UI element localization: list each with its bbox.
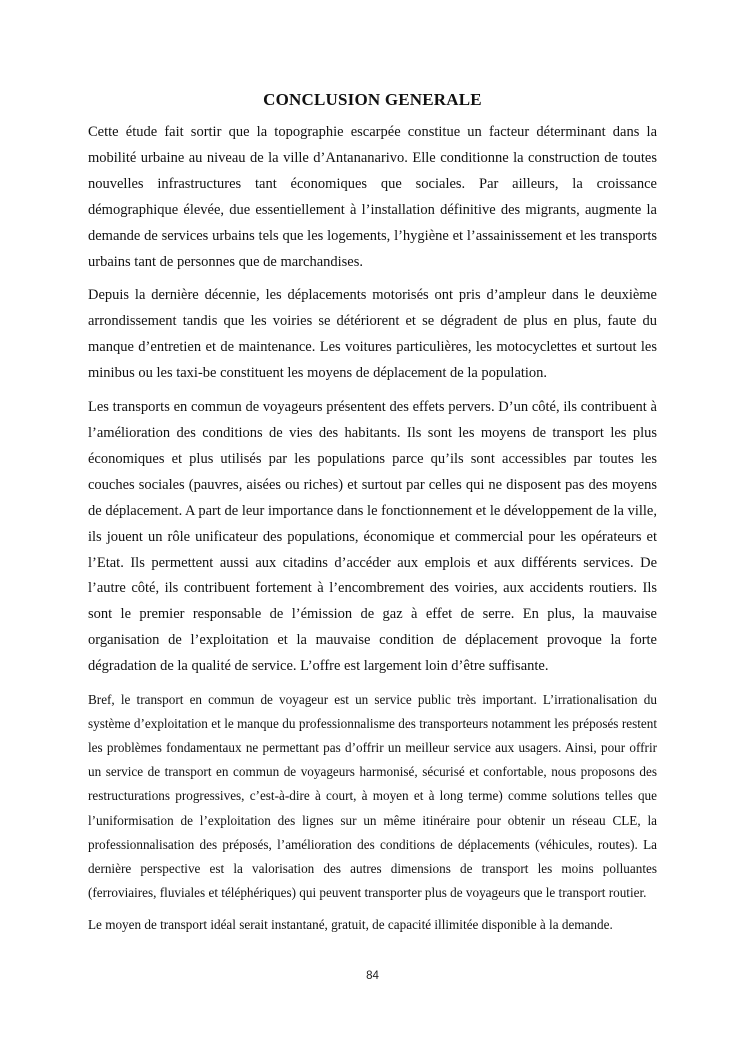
paragraph-topography: Cette étude fait sortir que la topographie escarpée constitue un facteur déterminant dans la mobilité urbaine au niveau de la ville d’Antananarivo. Elle conditionne la construction de toutes nouvelles infrastructures tant économiques que sociales. Par ailleurs, la croissance démographique élevée, due essentiellement à l’installation définitive des migrants, augmente la demande de services urbains tels que les logements, l’hygiène et l’assainissement et les transports urbains tant de personnes que de marchandises. [88,124,657,270]
document-page [88,88,657,945]
paragraph-summary-recommendations: Bref, le transport en commun de voyageur est un service public très important. L’irrationalisation du système d’exploitation et le manque du professionnalisme des transporteurs notamment les préposés restent les problèmes fondamentaux ne permettant pas d’offrir un meilleur service aux usagers. Ainsi, pour offrir un service de transport en commun de voyageurs harmonisé, sécurisé et confortable, nous proposons des restructurations progressives, c’est-à-dire à court, à moyen et à long terme) comme solutions telles que l’uniformisation de l’exploitation des lignes sur un même itinéraire pour obtenir un réseau CLE, la professionnalisation des préposés, l’amélioration des conditions de déplacements (véhicules, routes). La dernière perspective est la valorisation des autres dimensions de transport les moins polluantes (ferroviaires, fluviales et téléphériques) qui peuvent transporter plus de voyageurs que le transport routier. [88,692,657,900]
paragraph-motorized-travel: Depuis la dernière décennie, les déplacements motorisés ont pris d’ampleur dans le deuxième arrondissement tandis que les voiries se détériorent et se dégradent de plus en plus, faute du manque d’entretien et de maintenance. Les voitures particulières, les motocyclettes et surtout les minibus ou les taxi-be constituent les moyens de déplacement de la population. [88,287,657,382]
page-number: 84 [366,970,379,982]
paragraph-ideal-transport: Le moyen de transport idéal serait instantané, gratuit, de capacité illimitée disponible à la demande. [88,916,613,932]
paragraph-public-transport-effects: Les transports en commun de voyageurs présentent des effets pervers. D’un côté, ils contribuent à l’amélioration des conditions de vies des habitants. Ils sont les moyens de transport les plus économiques et plus utilisés par les populations parce qu’ils sont accessibles par toutes les couches sociales (pauvres, aisées ou riches) et surtout par celles qui ne disposent pas des moyens de déplacement. A part de leur importance dans le fonctionnement et le développement de la ville, ils jouent un rôle unificateur des populations, économique et commercial pour les opérateurs et l’Etat. Ils permettent aussi aux citadins d’accéder aux emplois et aux différents services. De l’autre côté, ils contribuent fortement à l’encombrement des voiries, aux accidents routiers. Ils sont le premier responsable de l’émission de gaz à effet de serre. En plus, la mauvaise organisation de l’exploitation et la mauvaise condition de déplacement provoque la forte dégradation de la qualité de service. L’offre est largement loin d’être suffisante. [88,399,657,675]
page-title: CONCLUSION GENERALE [263,90,482,109]
